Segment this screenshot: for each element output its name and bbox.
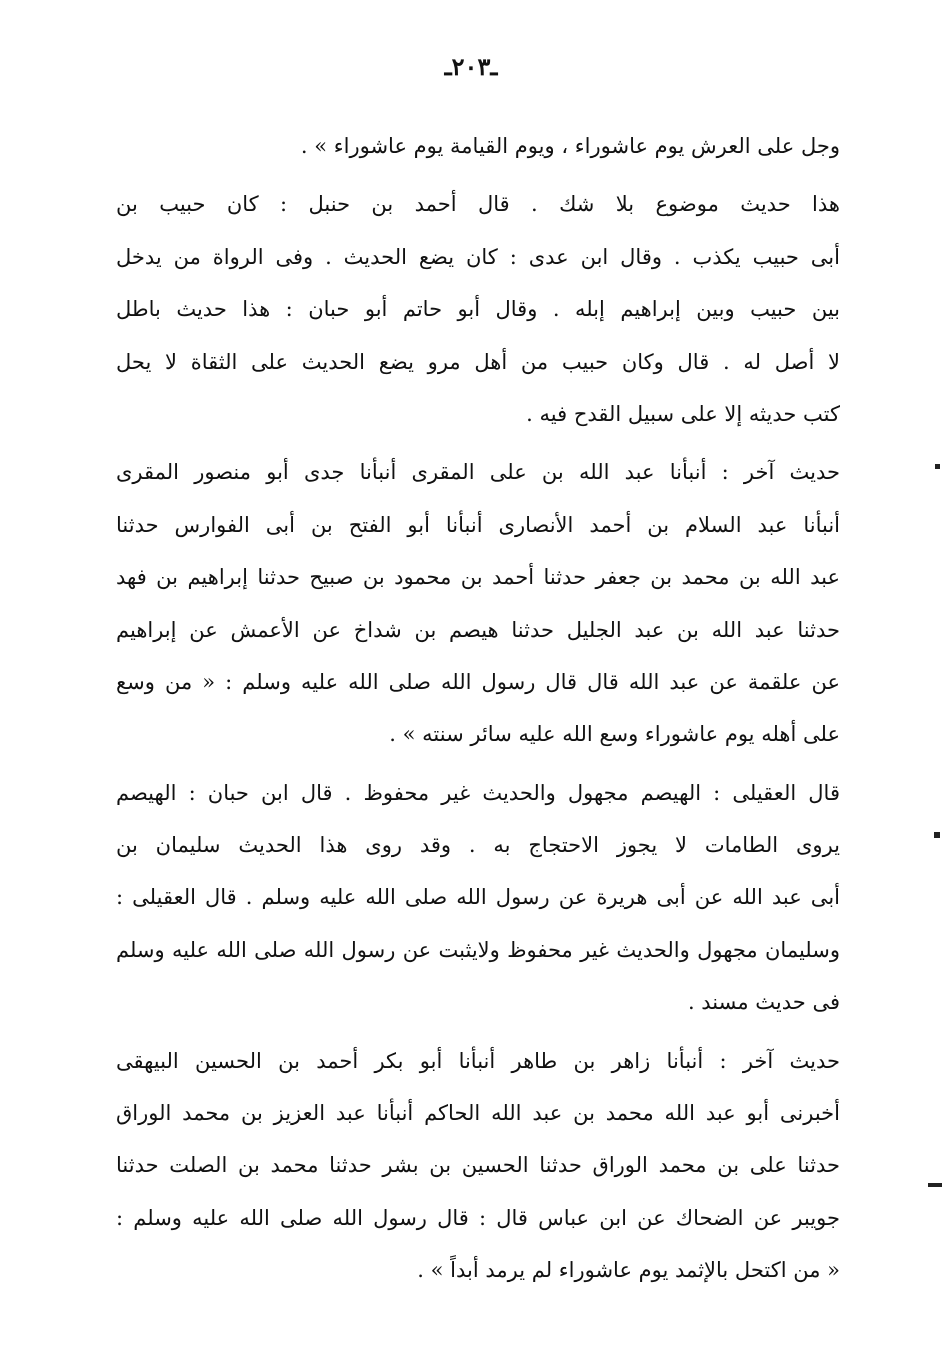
text-line: وسليمان مجهول والحديث غير محفوظ ولايثبت عن رسول الله صلى الله عليه وسلم <box>116 937 840 962</box>
text-line: جويبر عن الضحاك عن ابن عباس قال : قال رسول الله صلى الله عليه وسلم : <box>116 1205 840 1230</box>
text-line: أنبأنا عبد السلام بن أحمد الأنصارى أنبأنا أبو الفتح بن أبى الفوارس حدثنا <box>116 512 840 537</box>
paragraph-3 <box>116 446 840 760</box>
text-line: حدثنا عبد الله بن عبد الجليل حدثنا هيصم بن شداخ عن الأعمش عن إبراهيم <box>116 617 840 642</box>
text-line: بين حبيب وبين إبراهيم إبله . وقال أبو حاتم أبو حبان : هذا حديث باطل <box>116 297 840 322</box>
text-line: عن علقمة عن عبد الله قال قال رسول الله صلى الله عليه وسلم : « من وسع <box>116 669 840 694</box>
text-line: « من اكتحل بالإثمد يوم عاشوراء لم يرمد أبداً » . <box>417 1258 840 1283</box>
text-line: أخبرنى أبو عبد الله محمد بن عبد الله الحاكم أنبأنا عبد العزيز بن محمد الوراق <box>116 1101 840 1126</box>
text-line: وجل على العرش يوم عاشوراء ، ويوم القيامة يوم عاشوراء » . <box>300 134 840 158</box>
paragraph-1 <box>116 120 840 172</box>
margin-mark <box>934 832 940 838</box>
text-line: يروى الطامات لا يجوز الاحتجاج به . وقد روى هذا الحديث سليمان بن <box>116 833 840 858</box>
text-line: هذا حديث موضوع بلا شك . قال أحمد بن حنبل : كان حبيب بن <box>116 192 840 217</box>
text-line: لا أصل له . قال وكان حبيب من أهل مرو يضع الحديث على الثقاة لا يحل <box>116 349 840 374</box>
text-line: فى حديث مسند . <box>687 990 840 1015</box>
text-line: حديث آخر : أنبأنا عبد الله بن على المقرى أنبأنا جدى أبو منصور المقرى <box>116 460 840 485</box>
text-line: قال العقيلى : الهيصم مجهول والحديث غير محفوظ . قال ابن حبان : الهيصم <box>116 780 840 805</box>
paragraph-4 <box>116 767 840 1029</box>
text-line: أبى حبيب يكذب . وقال ابن عدى : كان يضع الحديث . وفى الرواة من يدخل <box>116 244 840 269</box>
text-line: عبد الله بن محمد بن جعفر حدثنا أحمد بن محمود بن صبيح حدثنا إبراهيم بن فهد <box>116 565 840 590</box>
page-number: ـ٢٠٣ـ <box>444 52 498 81</box>
text-line: كتب حديثه إلا على سبيل القدح فيه . <box>526 401 840 426</box>
margin-mark <box>935 464 940 469</box>
page-body <box>116 120 840 1297</box>
margin-mark <box>928 1183 942 1187</box>
paragraph-2 <box>116 178 840 440</box>
text-line: حدثنا على بن محمد الوراق حدثنا الحسين بن بشر حدثنا محمد بن الصلت حدثنا <box>116 1153 840 1178</box>
paragraph-5 <box>116 1035 840 1297</box>
text-line: حديث آخر : أنبأنا زاهر بن طاهر أنبأنا أبو بكر أحمد بن الحسين البيهقى <box>116 1048 840 1073</box>
text-line: على أهله يوم عاشوراء وسع الله عليه سائر سنته » . <box>389 722 840 747</box>
text-line: أبى عبد الله عن أبى هريرة عن رسول الله صلى الله عليه وسلم . قال العقيلى : <box>116 885 840 910</box>
